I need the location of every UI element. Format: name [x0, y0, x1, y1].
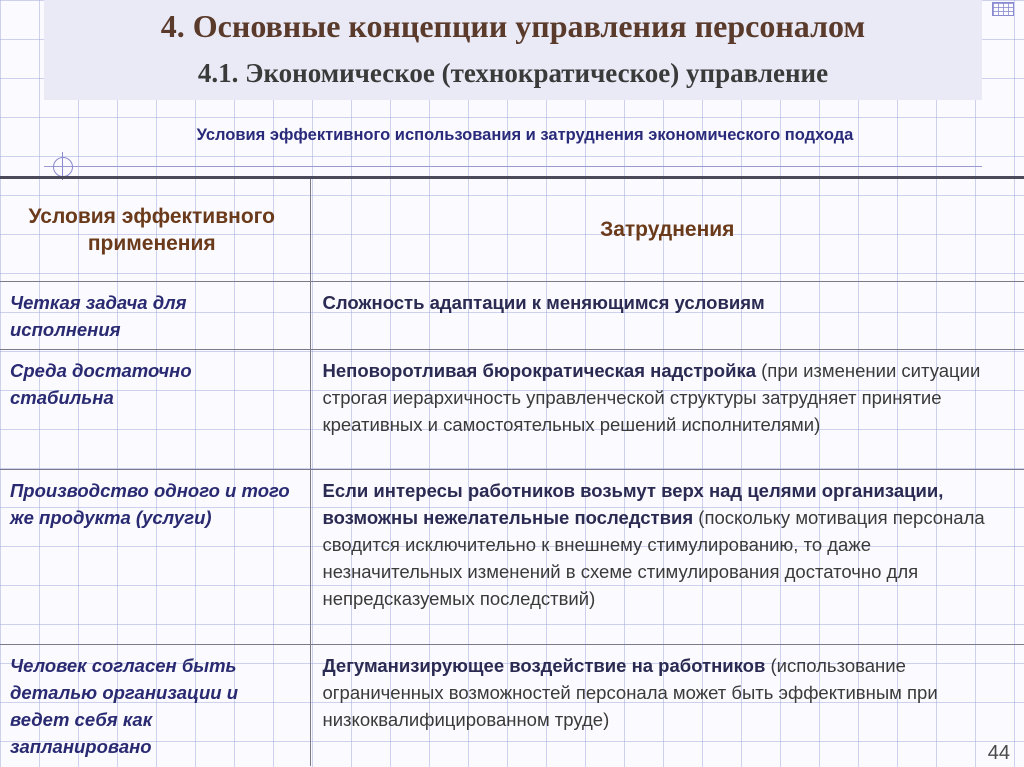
table-header-row — [0, 178, 1024, 282]
condition-cell: Производство одного и того же продукта (услуги) — [0, 470, 310, 645]
difficulty-text: (использование ограниченных возможностей персонала может быть эффективным при низкоквалифицированном труде) — [322, 655, 938, 730]
condition-cell: Четкая задача для исполнения — [0, 282, 310, 350]
difficulty-text: (при изменении ситуации строгая иерархичность управленческой структуры затрудняет принятие креативных и самостоятельных решений исполнителями) — [322, 360, 981, 435]
table-row — [0, 350, 1024, 470]
condition-cell: Человек согласен быть деталью организации и ведет себя как запланировано — [0, 645, 310, 767]
difficulty-bold: Дегуманизирующее воздействие на работников — [322, 655, 766, 676]
slide-subtitle: 4.1. Экономическое (технократическое) управление — [197, 58, 829, 88]
table-row — [0, 470, 1024, 645]
concepts-table — [0, 176, 1024, 766]
table-caption: Условия эффективного использования и затруднения экономического подхода — [196, 126, 854, 144]
difficulty-bold: Неповоротливая бюрократическая надстройка — [322, 360, 756, 381]
title-box — [44, 0, 982, 100]
difficulty-cell — [310, 470, 1024, 645]
difficulty-text: (поскольку мотивация персонала сводится исключительно к внешнему стимулированию, то даже незначительных изменений в схеме стимулирования достаточно для непредсказуемых последствий) — [322, 507, 985, 609]
difficulty-bold: Если интересы работников возьмут верх над целями организации, возможны нежелательные последствия — [322, 480, 944, 528]
header-difficulties: Затруднения — [310, 178, 1024, 282]
decorative-line — [44, 166, 982, 167]
condition-cell: Среда достаточно стабильна — [0, 350, 310, 470]
difficulty-cell — [310, 645, 1024, 767]
difficulty-cell — [310, 282, 1024, 350]
decorative-circle-icon — [53, 157, 73, 177]
table-row — [0, 282, 1024, 350]
difficulty-bold: Сложность адаптации к меняющимся условиям — [322, 292, 765, 313]
slide-title: 4. Основные концепции управления персоналом — [160, 8, 866, 44]
grid-icon — [992, 2, 1014, 16]
difficulty-cell — [310, 350, 1024, 470]
header-conditions: Условия эффективного применения — [0, 178, 310, 282]
page-number: 44 — [987, 742, 1010, 764]
table-row — [0, 645, 1024, 767]
